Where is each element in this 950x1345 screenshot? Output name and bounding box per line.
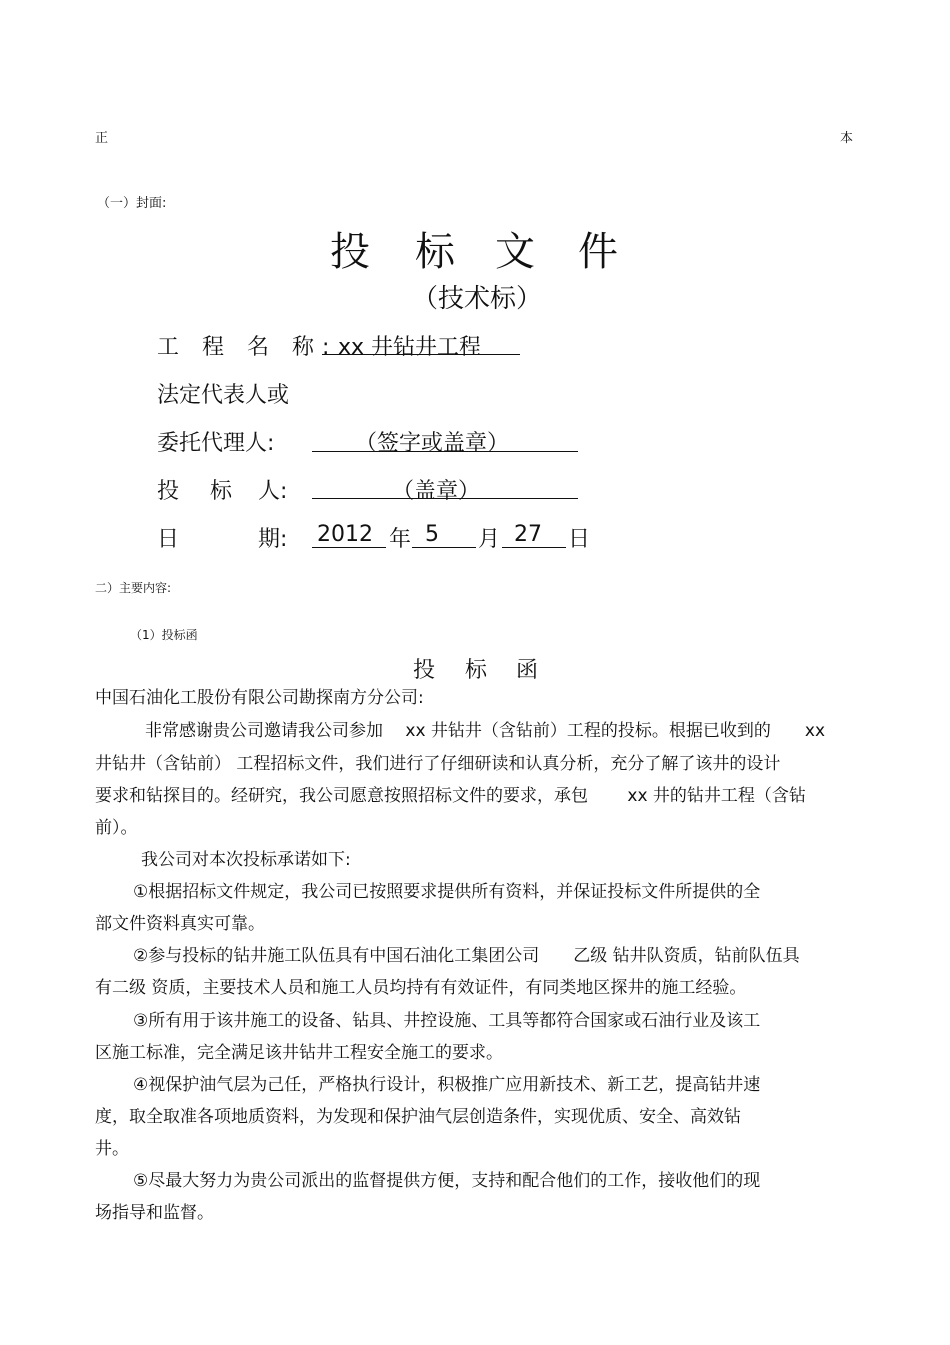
letter-line-3: 要求和钻探目的。经研究，我公司愿意按照招标文件的要求，承包 xx 井的钻井工程（含钻: [95, 786, 806, 806]
date-year-unit: 年: [389, 527, 412, 552]
letter-line-2: 井钻井（含钻前） 工程招标文件，我们进行了仔细研读和认真分析，充分了解了该井的设计: [95, 754, 781, 774]
letter-line-9: 有二级 资质，主要技术人员和施工人员均持有有效证件，有同类地区探井的施工经验。: [95, 978, 747, 998]
bidder-underline: [312, 498, 578, 499]
cover-title-char-2: 标: [415, 229, 455, 275]
letter-line-16: 场指导和监督。: [95, 1203, 214, 1223]
date-year-underline: [312, 547, 386, 548]
cover-title-char-4: 件: [578, 229, 618, 275]
bid-letter-title-char-2: 标: [465, 658, 488, 683]
letter-line-6: ①根据招标文件规定，我公司已按照要求提供所有资料，并保证投标文件所提供的全: [133, 882, 761, 902]
bid-letter-title-char-3: 函: [516, 658, 539, 683]
date-label-char-2: 期:: [258, 527, 288, 552]
letter-line-4: 前）。: [95, 818, 138, 838]
date-label-char-1: 日: [157, 527, 180, 552]
date-day-underline: [502, 547, 566, 548]
date-year: 2012: [317, 522, 373, 547]
bidder-value: （盖章）: [392, 479, 481, 504]
bidder-label-char-2: 标: [210, 479, 233, 504]
date-month: 5: [425, 522, 439, 547]
bid-letter-title-char-1: 投: [413, 658, 436, 683]
letter-addressee: 中国石油化工股份有限公司勘探南方分公司:: [95, 688, 424, 708]
letter-line-7: 部文件资料真实可靠。: [95, 914, 265, 934]
date-month-underline: [412, 547, 476, 548]
agent-underline: [312, 451, 578, 452]
letter-line-15: ⑤尽最大努力为贵公司派出的监督提供方便，支持和配合他们的工作，接收他们的现: [133, 1171, 761, 1191]
project-name-value: xx 井钻井工程: [338, 335, 482, 360]
letter-line-1: 非常感谢贵公司邀请我公司参加 xx 井钻井（含钻前）工程的投标。根据已收到的 xx: [145, 721, 826, 741]
bidder-label-char-3: 人:: [258, 479, 288, 504]
date-day: 27: [514, 522, 542, 547]
cover-title-char-1: 投: [330, 229, 370, 275]
letter-line-5: 我公司对本次投标承诺如下:: [141, 850, 351, 870]
date-day-unit: 日: [568, 527, 591, 552]
header-right-mark: 本: [840, 131, 854, 146]
bidder-label-char-1: 投: [157, 479, 180, 504]
letter-line-8: ②参与投标的钻井施工队伍具有中国石油化工集团公司 乙级 钻井队资质，钻前队伍具: [133, 946, 800, 966]
letter-line-10: ③所有用于该井施工的设备、钻具、井控设施、工具等都符合国家或石油行业及该工: [133, 1011, 761, 1031]
letter-line-13: 度，取全取准各项地质资料，为发现和保护油气层创造条件，实现优质、安全、高效钻: [95, 1107, 741, 1127]
project-name-underline: [322, 354, 520, 355]
main-section-label: 二）主要内容:: [95, 581, 172, 595]
legal-rep-label: 法定代表人或: [157, 383, 290, 408]
cover-subtitle: （技术标）: [412, 284, 543, 314]
agent-label: 委托代理人:: [157, 431, 275, 456]
letter-line-11: 区施工标准，完全满足该井钻井工程安全施工的要求。: [95, 1043, 503, 1063]
bid-letter-subsection-label: （1）投标函: [130, 628, 198, 642]
cover-section-label: （一）封面:: [97, 196, 167, 211]
letter-line-14: 井。: [95, 1139, 129, 1159]
date-month-unit: 月: [478, 527, 501, 552]
letter-line-12: ④视保护油气层为己任，严格执行设计，积极推广应用新技术、新工艺，提高钻井速: [133, 1075, 761, 1095]
agent-value: （签字或盖章）: [355, 431, 510, 456]
project-name-label: 工 程 名 称:: [157, 335, 338, 360]
header-left-mark: 正: [95, 131, 109, 146]
cover-title-char-3: 文: [495, 229, 535, 275]
